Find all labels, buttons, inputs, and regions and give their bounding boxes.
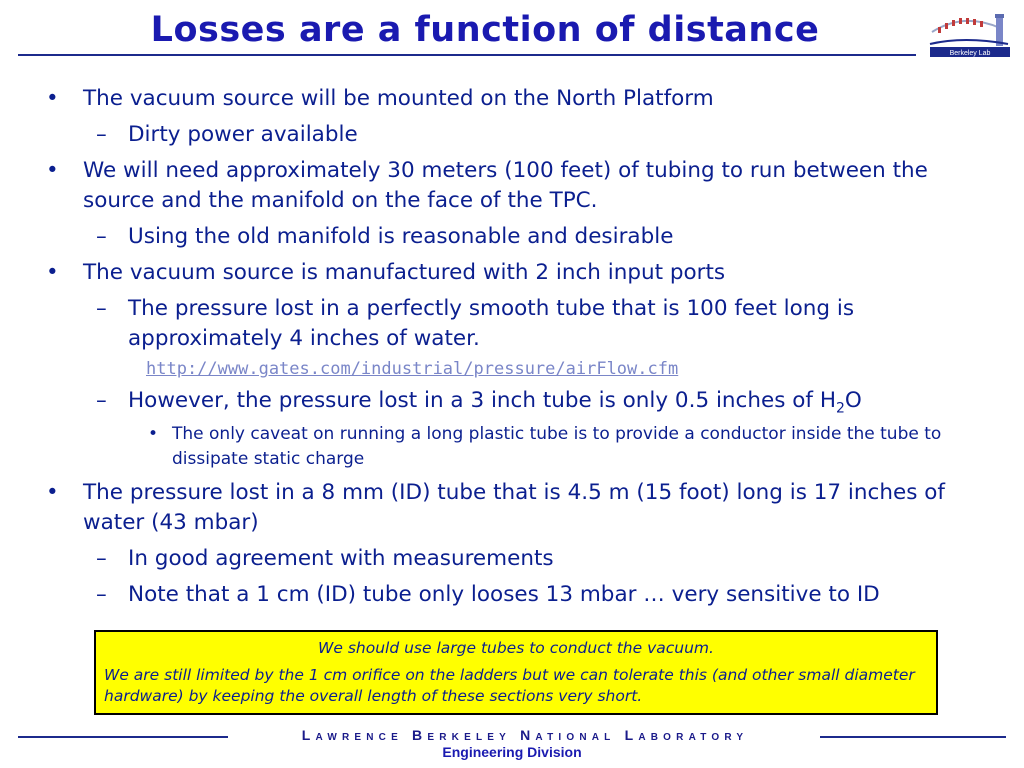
sub-bullet-text: Using the old manifold is reasonable and desirable: [128, 224, 674, 249]
sub-bullet-text: In good agreement with measurements: [128, 546, 554, 571]
sub-bullet-text: Note that a 1 cm (ID) tube only looses 13 mbar … very sensitive to ID: [128, 582, 880, 607]
bullet-1: [40, 84, 980, 114]
title-divider: [18, 54, 916, 56]
slide-title: Losses are a function of distance: [150, 10, 820, 50]
bullet-marker: •: [46, 86, 59, 111]
sub-bullet-4-1: [40, 544, 980, 574]
text-part: O: [844, 388, 862, 413]
footer-division: Engineering Division: [442, 744, 582, 760]
footer-lab-name: Lawrence Berkeley National Laboratory: [301, 727, 749, 743]
sub-bullet-3-2: [40, 386, 980, 416]
note-line-1: We should use large tubes to conduct the vacuum.: [318, 639, 714, 657]
bullet-text: The vacuum source will be mounted on the North Platform: [83, 86, 714, 111]
sub-sub-bullet-3-2-1: [40, 422, 980, 472]
subscript: 2: [836, 400, 845, 417]
text-part: However, the pressure lost in a 3 inch tube is only 0.5 inches of H: [128, 388, 836, 413]
bullet-4: [40, 478, 980, 538]
bullet-text: The vacuum source is manufactured with 2 inch input ports: [83, 260, 726, 285]
bullet-marker: •: [148, 424, 159, 444]
bullet-marker: •: [46, 260, 59, 285]
sub-bullet-4-2: [40, 580, 980, 610]
berkeley-lab-logo-icon: [924, 10, 1014, 60]
footer-divider-right: [820, 736, 1006, 738]
dash-marker: –: [96, 546, 107, 571]
dash-marker: –: [96, 224, 107, 249]
footer-divider-left: [18, 736, 228, 738]
sub-bullet-1-1: [40, 120, 980, 150]
sub-bullet-2-1: [40, 222, 980, 252]
dash-marker: –: [96, 296, 107, 321]
bullet-text: The pressure lost in a 8 mm (ID) tube that is 4.5 m (15 foot) long is 17 inches of water (43 mbar): [83, 480, 945, 535]
bullet-marker: •: [46, 158, 59, 183]
bullet-3: [40, 258, 980, 288]
sub-bullet-text: The pressure lost in a perfectly smooth tube that is 100 feet long is approximately 4 inches of water.: [128, 296, 855, 351]
highlight-note-box: [94, 630, 938, 715]
dash-marker: –: [96, 388, 107, 413]
bullet-2: [40, 156, 980, 216]
sub-bullet-text: [128, 388, 862, 417]
sub-sub-bullet-text: The only caveat on running a long plastic tube is to provide a conductor inside the tube to dissipate static charge: [172, 424, 942, 469]
reference-link[interactable]: http://www.gates.com/industrial/pressure/airFlow.cfm: [146, 359, 679, 379]
sub-bullet-3-1: [40, 294, 980, 354]
slide-content: [40, 84, 980, 616]
logo-text: Berkeley Lab: [949, 50, 991, 57]
sub-bullet-text: Dirty power available: [128, 122, 358, 147]
reference-link-row: [40, 356, 980, 382]
note-line-2: We are still limited by the 1 cm orifice on the ladders but we can tolerate this (and other small diameter hardware) by keeping the overall length of these sections very short.: [104, 666, 915, 705]
bullet-marker: •: [46, 480, 59, 505]
bullet-text: We will need approximately 30 meters (100 feet) of tubing to run between the source and the manifold on the face of the TPC.: [83, 158, 928, 213]
dash-marker: –: [96, 582, 107, 607]
dash-marker: –: [96, 122, 107, 147]
